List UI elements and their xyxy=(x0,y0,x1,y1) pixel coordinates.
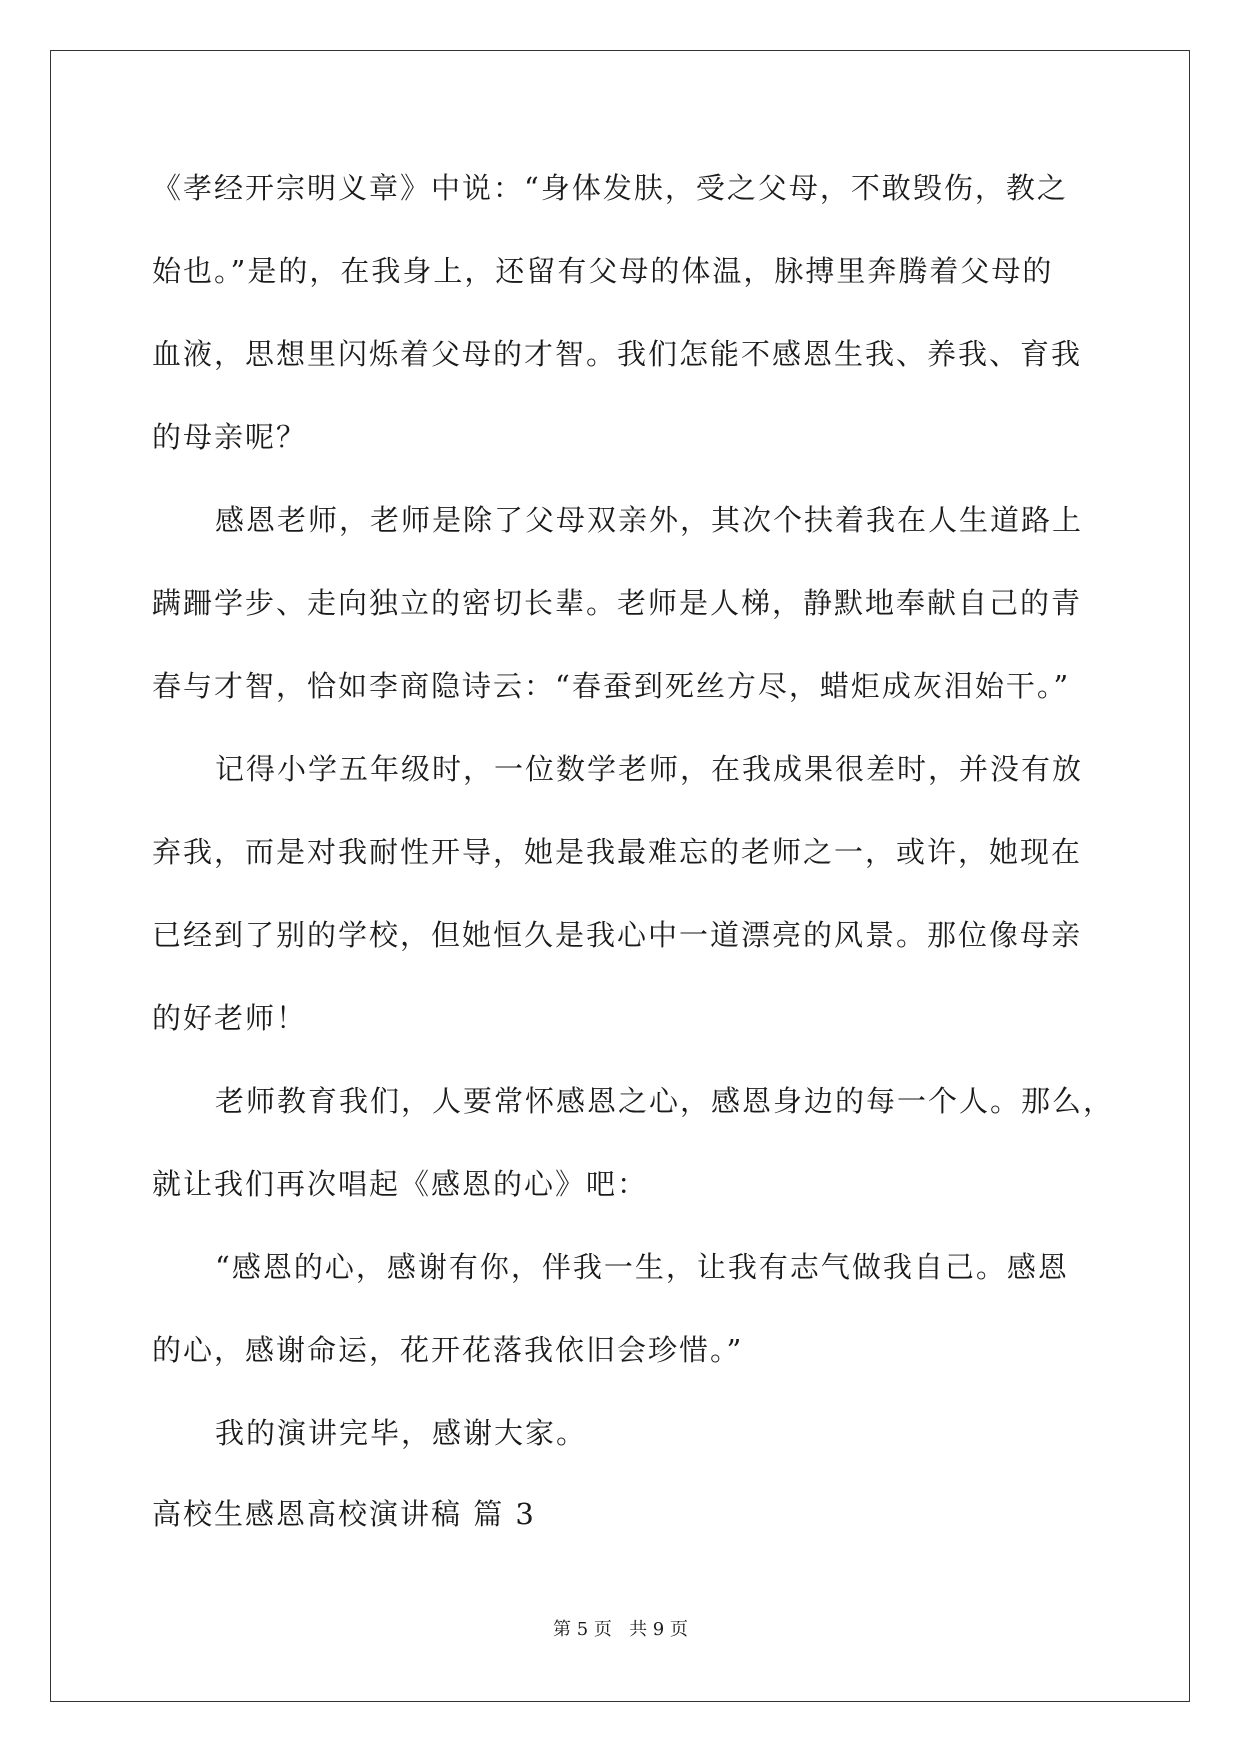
paragraph-line: 蹒跚学步、走向独立的密切长辈。老师是人梯，静默地奉献自己的青 xyxy=(152,586,1083,620)
paragraph-line: “感恩的心，感谢有你，伴我一生，让我有志气做我自己。感恩 xyxy=(215,1250,1069,1284)
paragraph-line: 《孝经开宗明义章》中说：“身体发肤，受之父母，不敢毁伤，教之 xyxy=(152,171,1068,205)
paragraph-line: 我的演讲完毕，感谢大家。 xyxy=(215,1416,588,1450)
paragraph-line: 感恩老师，老师是除了父母双亲外，其次个扶着我在人生道路上 xyxy=(215,503,1084,537)
paragraph-line: 记得小学五年级时，一位数学老师，在我成果很差时，并没有放 xyxy=(215,752,1084,786)
paragraph-line: 弃我，而是对我耐性开导，她是我最难忘的老师之一，或许，她现在 xyxy=(152,835,1083,869)
paragraph-line: 就让我们再次唱起《感恩的心》吧： xyxy=(152,1167,649,1201)
paragraph-line: 血液，思想里闪烁着父母的才智。我们怎能不感恩生我、养我、育我 xyxy=(152,337,1083,371)
paragraph-line: 始也。”是的，在我身上，还留有父母的体温，脉搏里奔腾着父母的 xyxy=(152,254,1054,288)
paragraph-line: 的母亲呢？ xyxy=(152,420,308,454)
paragraph-line: 的好老师！ xyxy=(152,1001,308,1035)
section-heading: 高校生感恩高校演讲稿 篇 3 xyxy=(152,1497,536,1531)
paragraph-line: 老师教育我们，人要常怀感恩之心，感恩身边的每一个人。那么， xyxy=(215,1084,1115,1118)
paragraph-line: 的心，感谢命运，花开花落我依旧会珍惜。” xyxy=(152,1333,744,1367)
paragraph-line: 已经到了别的学校，但她恒久是我心中一道漂亮的风景。那位像母亲 xyxy=(152,918,1083,952)
page-number: 第 5 页 共 9 页 xyxy=(553,1619,688,1640)
paragraph-line: 春与才智，恰如李商隐诗云：“春蚕到死丝方尽，蜡炬成灰泪始干。” xyxy=(152,669,1071,703)
page-border xyxy=(50,50,1190,1702)
